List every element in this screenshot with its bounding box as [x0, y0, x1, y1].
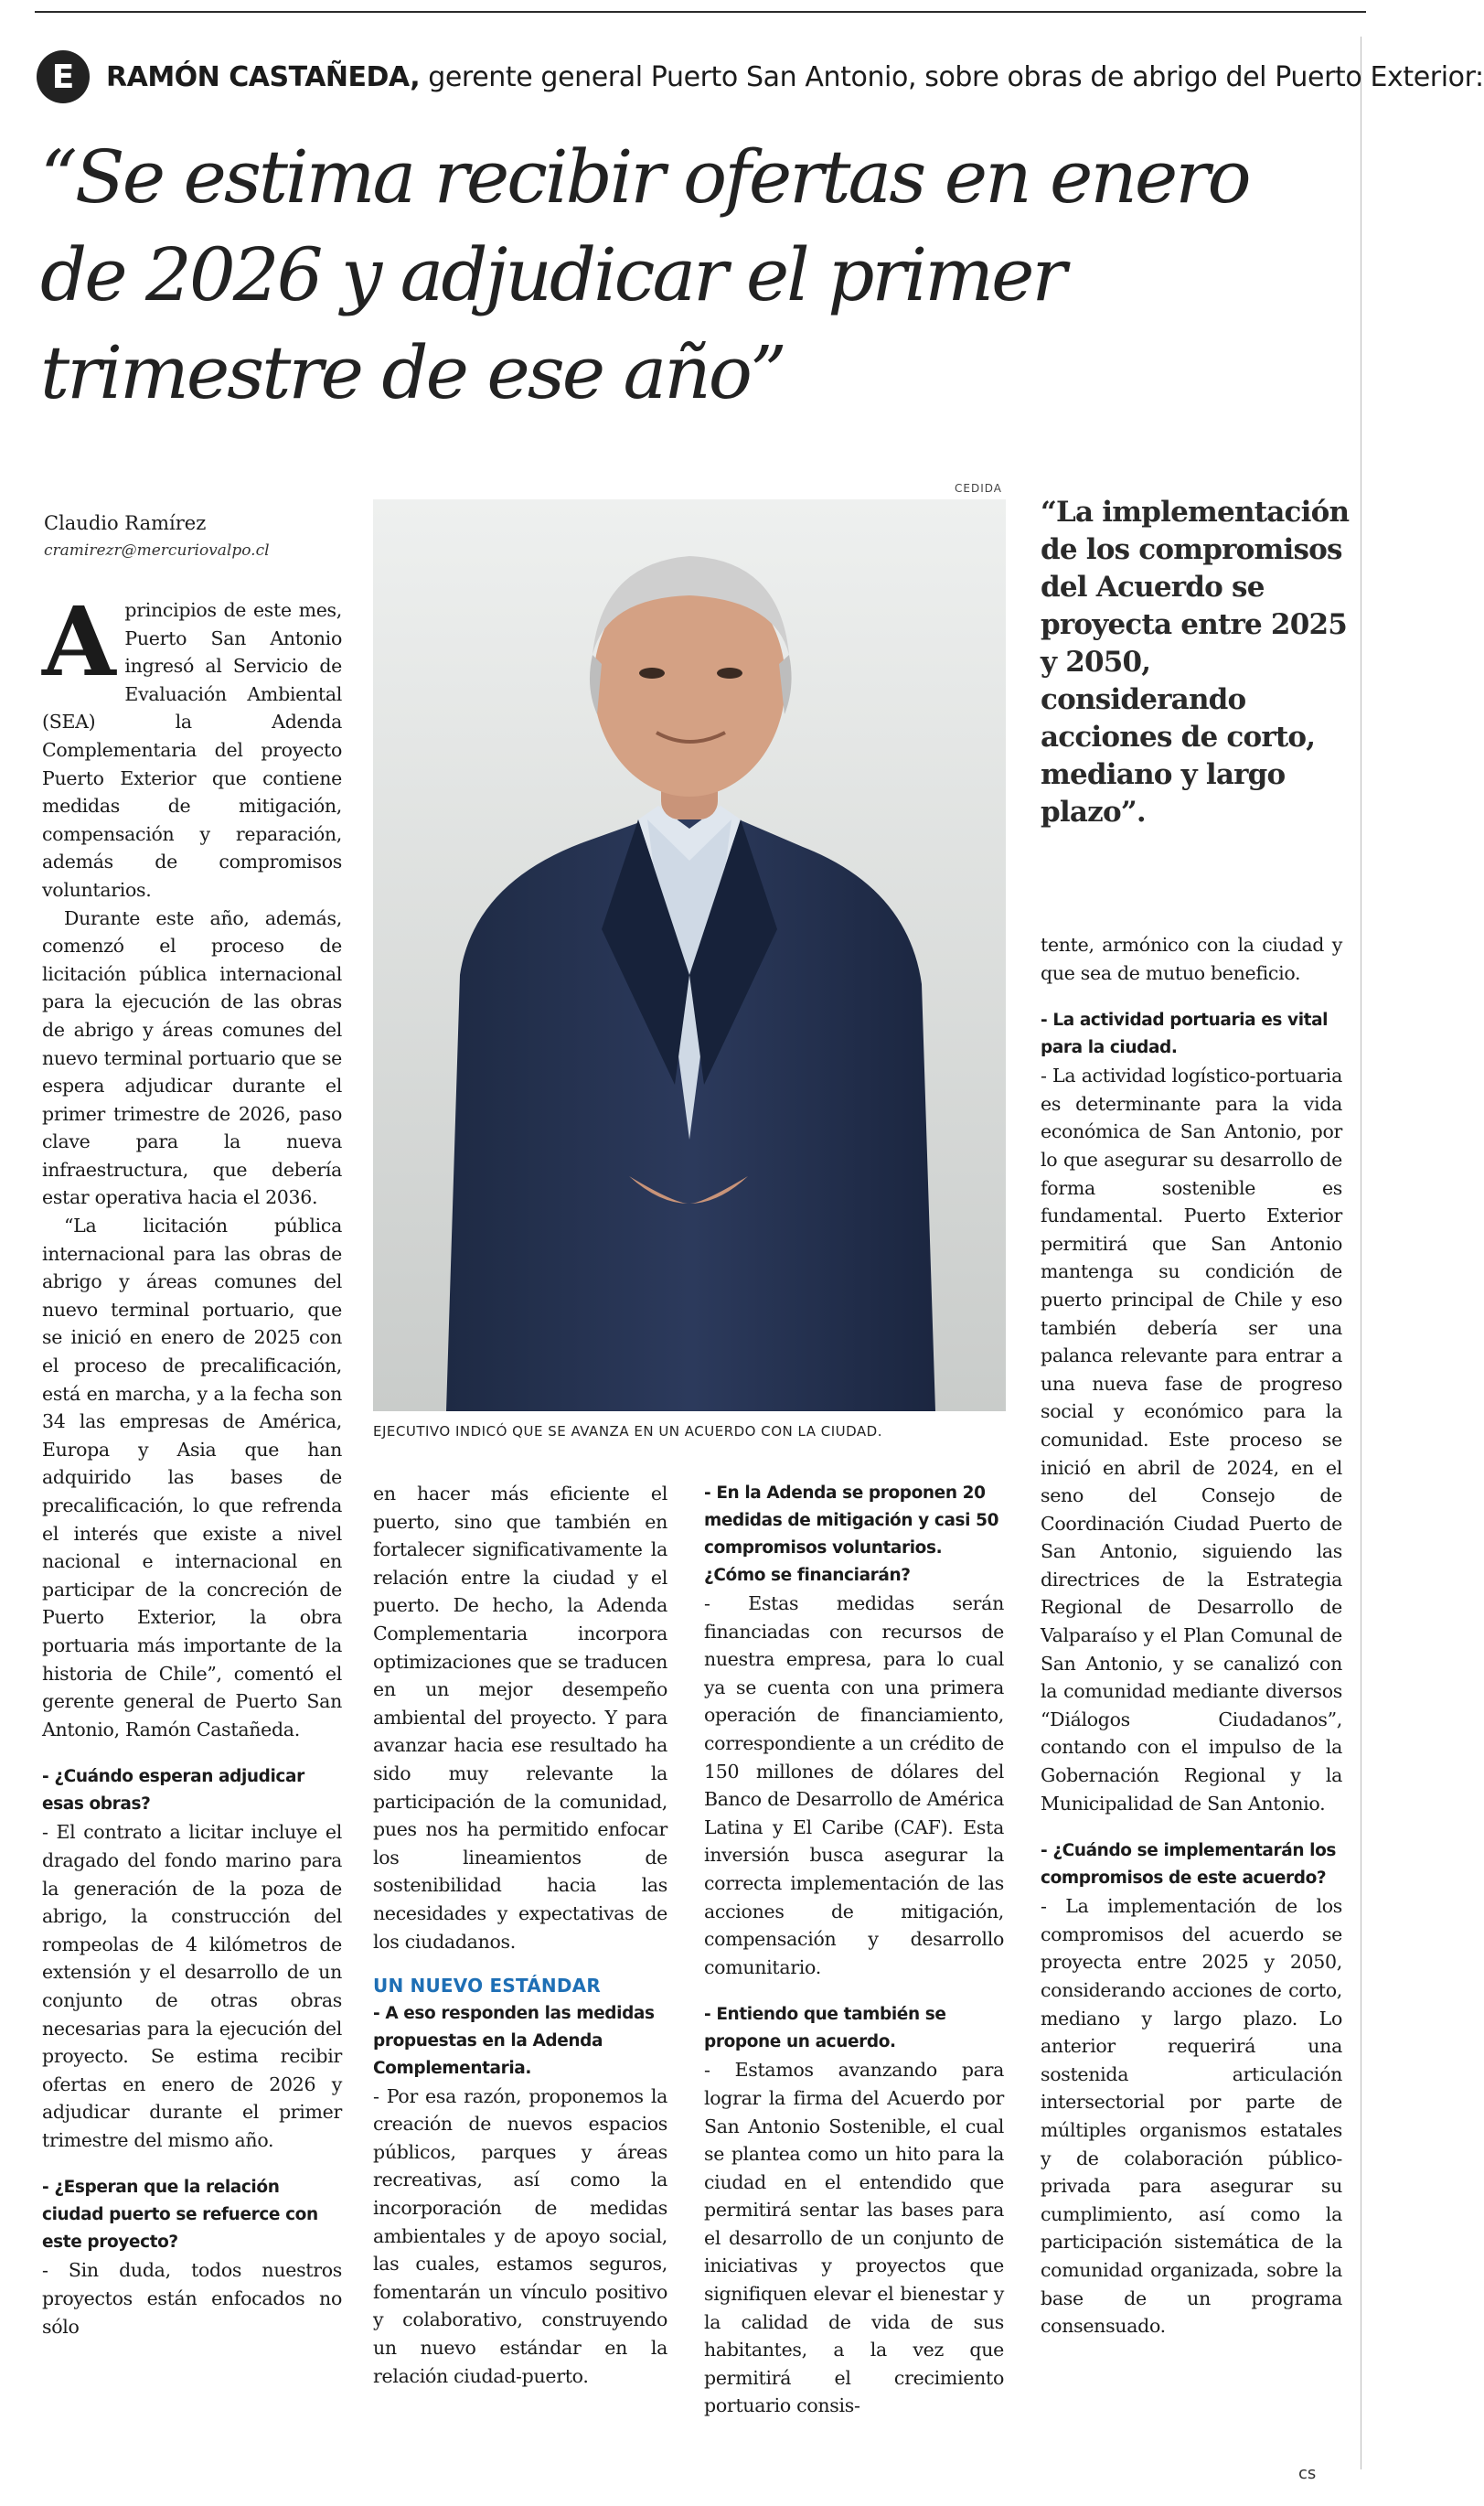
interview-question: - Entiendo que también se propone un acuerdo. [704, 2005, 946, 2052]
section-subhead: UN NUEVO ESTÁNDAR [373, 1975, 601, 1997]
top-rule [35, 11, 1366, 13]
interview-answer-continued: en hacer más eficiente el puerto, sino que también en fortalecer significativamente la relación entre la ciudad y el puerto. De hecho, la Adenda Complementaria incorpora optimizaciones que se traducen en un mejor desempeño ambiental del proyecto. Y para avanzar hacia ese resultado ha sido muy relevante la participación de la comunidad, pues nos ha permitido enfocar los lineamientos de sostenibilidad hacia las necesidades y expectativas de los ciudadanos. [373, 1483, 667, 1953]
author-email: cramirezr@mercuriovalpo.cl [44, 541, 270, 560]
interview-question: - La actividad portuaria es vital para la ciudad. [1041, 1011, 1329, 1058]
interview-answer: - Estas medidas serán financiadas con recursos de nuestra empresa, para lo cual ya se cuenta con una primera operación de financiamiento, correspondiente a un crédito de 150 millones de dólares del Banco de Desarrollo de América Latina y El Caribe (CAF). Esta inversión busca asegurar la correcta implementación de las acciones de mitigación, compensación y desarrollo comunitario. [704, 1592, 1004, 1978]
lead-text: principios de este mes, Puerto San Antonio ingresó al Servicio de Evaluación Ambiental (SEA) la Adenda Complementaria del proyecto Puerto Exterior que contiene medidas de mitigación, compensación y reparación, además de compromisos voluntarios. [42, 599, 342, 901]
interview-answer: - La actividad logístico-portuaria es determinante para la vida económica de San Antonio, por lo que asegurar su desarrollo de forma sostenible es fundamental. Puerto Exterior permitirá que San Antonio mantenga su condición de puerto principal de Chile y eso también debería ser una palanca relevante para entrar a una nueva fase de progreso social y económico para la comunidad. Este proceso se inició en abril de 2024, en el seno del Consejo de Coordinación Ciudad Puerto de San Antonio, siguiendo las directrices de la Estrategia Regional de Desarrollo de Valparaíso y el Plan Comunal de San Antonio, y se canalizó con la comunidad mediante diversos “Diálogos Ciudadanos”, contando con el impulso de la Gobernación Regional y la Municipalidad de San Antonio. [1041, 1065, 1342, 1815]
interview-answer-continued: tente, armónico con la ciudad y que sea de mutuo beneficio. [1041, 934, 1342, 984]
author-name: Claudio Ramírez [44, 512, 207, 534]
column-1 [42, 585, 342, 2340]
column-4 [1041, 931, 1342, 2340]
photo-credit: CEDIDA [955, 482, 1002, 495]
interview-question: - A eso responden las medidas propuestas en la Adenda Complementaria. [373, 2003, 655, 2078]
interview-question: - ¿Cuándo esperan adjudicar esas obras? [42, 1767, 304, 1815]
portrait-photo [373, 499, 1006, 1411]
portrait-illustration [373, 499, 1006, 1411]
dropcap: A [42, 585, 116, 698]
kicker-text [106, 61, 1484, 93]
paragraph: Durante este año, además, comenzó el proceso de licitación pública internacional para la ejecución de las obras de abrigo y áreas comunes del nuevo terminal portuario que se espera adjudicar durante el primer trimestre de 2026, paso clave para la nueva infraestructura, que debería estar operativa hacia el 2036. [42, 906, 342, 1209]
headline: “Se estima recibir ofertas en enero de 2026 y adjudicar el primer trimestre de ese año” [40, 134, 1249, 415]
interview-question: - En la Adenda se proponen 20 medidas de mitigación y casi 50 compromisos voluntarios. ¿Cómo se financiarán? [704, 1483, 999, 1585]
interview-answer: - El contrato a licitar incluye el dragado del fondo marino para la generación de la poza de abrigo, la construcción del rompeolas de 4 kilómetros de extensión y el desarrollo de un conjunto de otras obras necesarias para la ejecución del proyecto. Se estima recibir ofertas en enero de 2026 y adjudicar durante el primer trimestre del mismo año. [42, 1821, 342, 2151]
paragraph: “La licitación pública internacional para las obras de abrigo y áreas comunes del nuevo terminal portuario, que se inició en enero de 2025 con el proceso de precalificación, está en marcha, y a la fecha son 34 las empresas de América, Europa y Asia que han adquirido las bases de precalificación, lo que refrenda el interés que existe a nivel nacional e internacional en participar de la concreción de Puerto Exterior, la obra portuaria más importante de la historia de Chile”, comentó el gerente general de Puerto San Antonio, Ramón Castañeda. [42, 1215, 342, 1740]
kicker-description: gerente general Puerto San Antonio, sobre obras de abrigo del Puerto Exterior: [420, 60, 1484, 93]
interview-answer: - Estamos avanzando para lograr la firma del Acuerdo por San Antonio Sostenible, el cual se plantea como un hito para la ciudad en el entendido que permitirá sentar las bases para el desarrollo de un conjunto de iniciativas y proyectos que signifiquen elevar el bienestar y la calidad de vida de sus habitantes, a la vez que permitirá el crecimiento portuario consis- [704, 2059, 1004, 2417]
kicker [37, 48, 1484, 106]
end-mark: cs [1298, 2464, 1317, 2483]
section-badge: E [37, 50, 90, 103]
interview-question: - ¿Cuándo se implementarán los compromisos de este acuerdo? [1041, 1841, 1336, 1889]
column-3 [704, 1480, 1004, 2420]
lead-paragraph [42, 585, 342, 905]
photo-caption: EJECUTIVO INDICÓ QUE SE AVANZA EN UN ACUERDO CON LA CIUDAD. [373, 1423, 882, 1440]
interview-question: - ¿Esperan que la relación ciudad puerto se refuerce con este proyecto? [42, 2178, 318, 2253]
interview-answer: - Por esa razón, proponemos la creación de nuevos espacios públicos, parques y áreas recreativas, así como la incorporación de medidas ambientales y de apoyo social, las cuales, estamos seguros, fomentarán un vínculo positivo y colaborativo, construyendo un nuevo estándar en la relación ciudad-puerto. [373, 2084, 667, 2387]
interview-answer: - La implementación de los compromisos del acuerdo se proyecta entre 2025 y 2050, considerando acciones de corto, mediano y largo plazo. Lo anterior requerirá una sostenida articulación intersectorial por parte de múltiples organismos estatales y de colaboración público-privada para asegurar su cumplimiento, así como la participación sistemática de la comunidad organizada, sobre la base de un programa consensuado. [1041, 1895, 1342, 2338]
kicker-name: RAMÓN CASTAÑEDA, [106, 60, 421, 93]
pull-quote: “La implementación de los compromisos del Acuerdo se proyecta entre 2025 y 2050, considerando acciones de corto, mediano y largo plazo”. [1041, 496, 1350, 829]
column-2 [373, 1480, 667, 2390]
interview-answer: - Sin duda, todos nuestros proyectos están enfocados no sólo [42, 2259, 342, 2338]
